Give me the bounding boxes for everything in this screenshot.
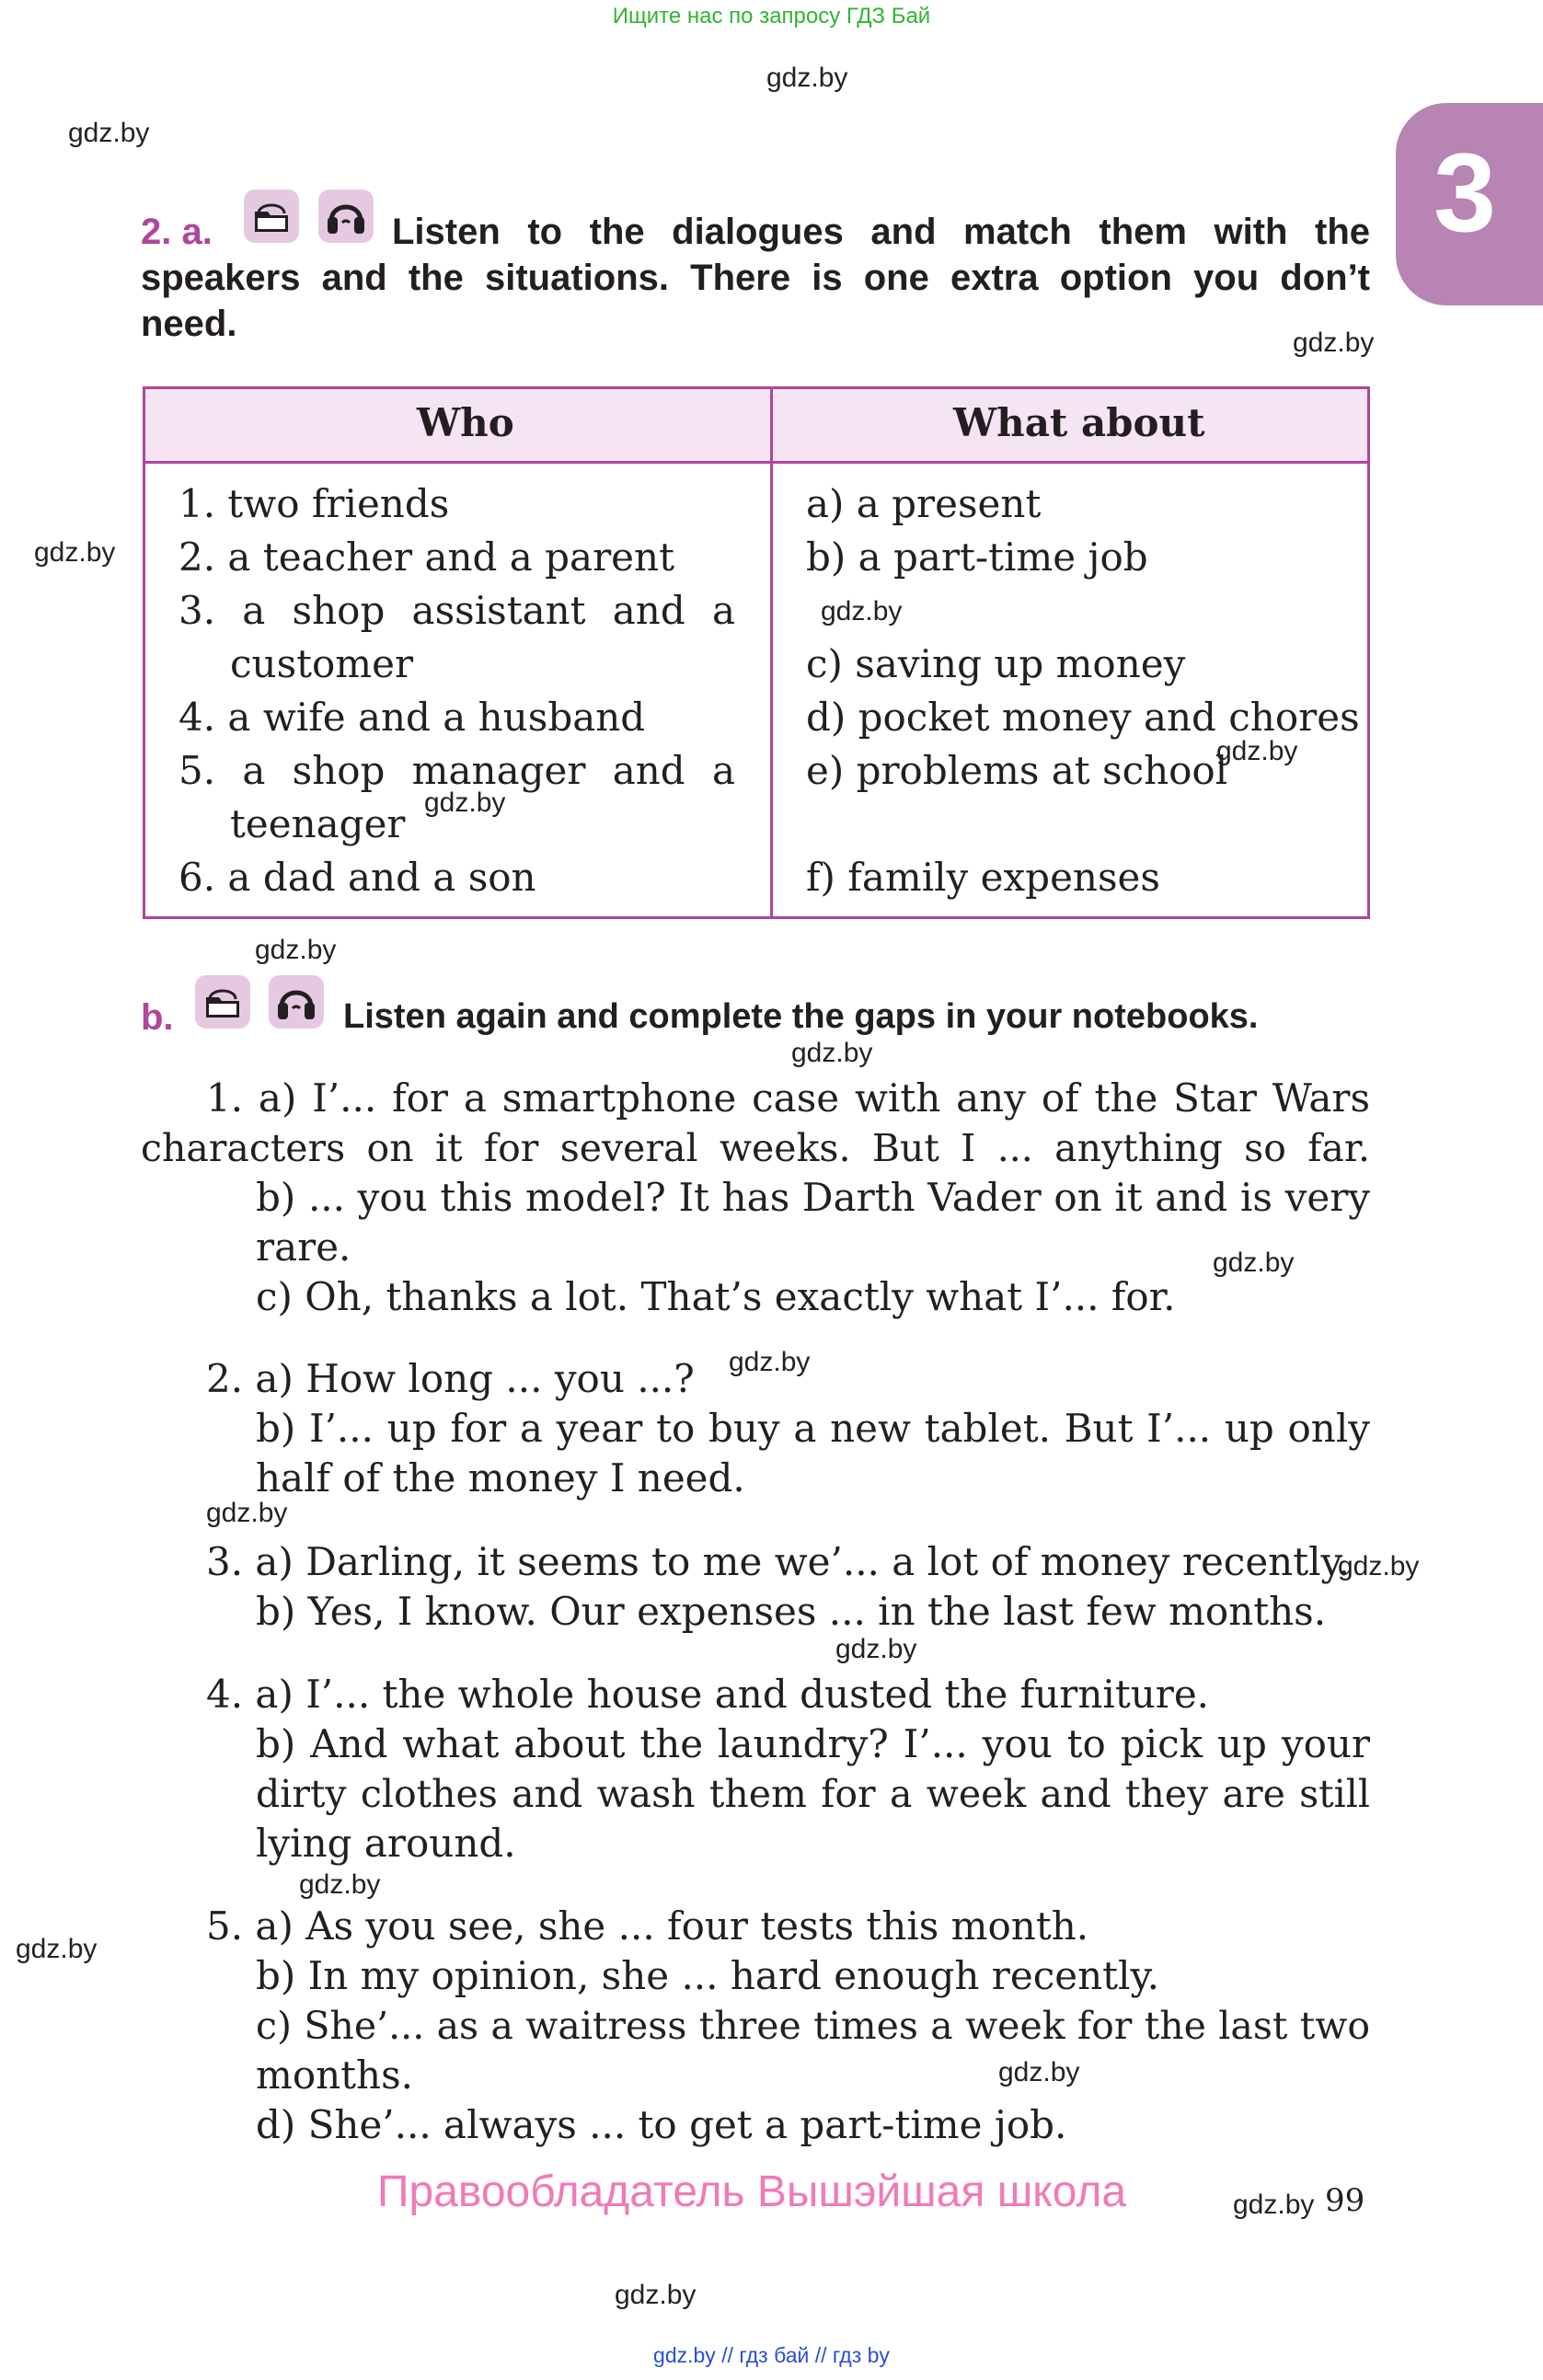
task-b-instruction: Listen again and complete the gaps in your notebooks.: [343, 997, 1259, 1036]
watermark: gdz.by: [424, 788, 506, 818]
dialogue-line: c) She’... as a waitress three times a week for the last two: [256, 2004, 1370, 2048]
watermark: gdz.by: [34, 537, 116, 568]
watermark: gdz.by: [1293, 328, 1375, 358]
watermark: gdz.by: [1213, 1247, 1295, 1278]
what-item: b) a part-time job: [806, 535, 1148, 580]
dialogue-line: b) Yes, I know. Our expenses ... in the last few months.: [256, 1589, 1327, 1634]
dialogue-line: b) In my opinion, she ... hard enough recently.: [256, 1953, 1159, 1998]
dialogue-line: 5. a) As you see, she ... four tests this month.: [206, 1903, 1089, 1949]
unit-number: 3: [1434, 130, 1496, 255]
watermark: gdz.by: [1338, 1551, 1420, 1581]
who-item: 4. a wife and a husband: [178, 695, 646, 740]
dialogue-line: c) Oh, thanks a lot. That’s exactly what I’... for.: [256, 1274, 1176, 1319]
dialogue-line: d) She’... always ... to get a part-time job.: [256, 2102, 1067, 2147]
bottom-note[interactable]: gdz.by // гдз бай // гдз by: [653, 2343, 890, 2367]
what-item: e) problems at school: [806, 748, 1228, 793]
watermark: gdz.by: [998, 2057, 1080, 2087]
watermark: gdz.by: [821, 596, 903, 627]
unit-tab: [1396, 103, 1543, 305]
dialogue-line: b) And what about the laundry? I’... you to pick up your: [256, 1721, 1370, 1766]
watermark: gdz.by: [729, 1347, 811, 1377]
dialogue-line: lying around.: [256, 1821, 516, 1866]
who-item: 3. a shop assistant and a: [178, 588, 735, 633]
task-a-line-3: need.: [141, 304, 237, 344]
watermark: gdz.by: [1233, 2190, 1315, 2220]
watermark: gdz.by: [766, 63, 848, 93]
folder-icon: [244, 190, 299, 243]
watermark: gdz.by: [299, 1869, 381, 1900]
rights-holder: Правообладатель Вышэйшая школа: [377, 2167, 1127, 2216]
dialogue-line: rare.: [256, 1224, 351, 1270]
watermark: gdz.by: [835, 1634, 917, 1664]
top-note[interactable]: Ищите нас по запросу ГДЗ Бай: [612, 4, 931, 29]
what-item: c) saving up money: [806, 641, 1186, 686]
dialogue-line: b) I’... up for a year to buy a new tablet. But I’... up only: [256, 1406, 1370, 1451]
what-item: f) family expenses: [806, 855, 1160, 900]
who-item-cont: customer: [230, 641, 414, 686]
table-header: [145, 389, 1367, 464]
dialogue-line: 1. a) I’... for a smartphone case with any of the Star Wars: [206, 1075, 1370, 1121]
dialogue-line: 3. a) Darling, it seems to me we’... a lot of money recently.: [206, 1539, 1351, 1584]
what-item: a) a present: [806, 481, 1042, 526]
who-item: 1. two friends: [178, 481, 450, 526]
page-number: 99: [1325, 2182, 1365, 2219]
watermark: gdz.by: [68, 118, 150, 148]
dialogue-line: 2. a) How long ... you ...?: [206, 1356, 695, 1401]
dialogue-line: characters on it for several weeks. But I ... anything so far.: [141, 1126, 1370, 1170]
watermark: gdz.by: [16, 1934, 98, 1964]
watermark: gdz.by: [1216, 736, 1298, 766]
task-a-line-1: Listen to the dialogues and match them with the: [392, 212, 1370, 252]
dialogue-line: months.: [256, 2052, 413, 2098]
folder-icon: [195, 975, 250, 1029]
watermark: gdz.by: [255, 935, 337, 965]
watermark: gdz.by: [791, 1038, 873, 1068]
task-a-line-2: speakers and the situations. There is one extra option you don’t: [141, 258, 1370, 298]
dialogue-line: b) ... you this model? It has Darth Vader on it and is very: [256, 1175, 1370, 1220]
watermark: gdz.by: [615, 2280, 697, 2310]
matching-table: [143, 386, 1370, 919]
task-b-letter: b.: [141, 997, 174, 1038]
dialogue-line: half of the money I need.: [256, 1455, 745, 1500]
col-what-header: What about: [953, 400, 1205, 445]
col-who-header: Who: [417, 400, 514, 445]
who-item: 6. a dad and a son: [178, 855, 536, 900]
dialogue-line: 4. a) I’... the whole house and dusted the furniture.: [206, 1672, 1210, 1717]
dialogue-line: dirty clothes and wash them for a week and they are still: [256, 1772, 1370, 1816]
watermark: gdz.by: [206, 1498, 288, 1528]
column-divider: [770, 389, 773, 916]
who-item-cont: teenager: [230, 801, 406, 846]
who-item: 5. a shop manager and a: [178, 748, 735, 793]
who-item: 2. a teacher and a parent: [178, 535, 674, 580]
task-number: 2. a.: [141, 212, 213, 252]
what-item: d) pocket money and chores: [806, 695, 1360, 740]
headphones-icon: [318, 190, 374, 243]
headphones-icon: [269, 975, 324, 1029]
